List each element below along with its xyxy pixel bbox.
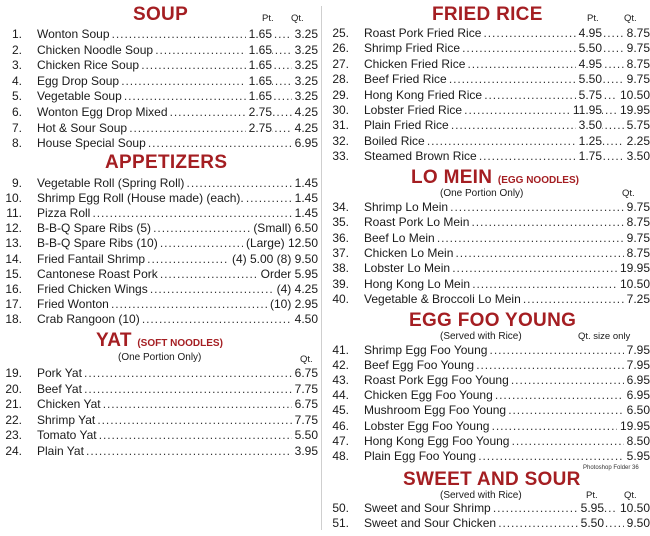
lo-mein-item xyxy=(327,278,650,291)
item-name-text: Hong Kong Lo Mein xyxy=(364,277,471,291)
item-number: 43. xyxy=(332,373,349,388)
item-name-text: Chicken Lo Mein xyxy=(364,246,454,260)
item-name xyxy=(37,177,318,190)
item-name xyxy=(37,192,318,205)
item-price: 7.75 xyxy=(292,383,318,396)
lo-mein-item xyxy=(327,247,650,260)
section-subtitle: (One Portion Only) xyxy=(440,188,524,199)
item-price: 1.45 xyxy=(292,192,318,205)
item-name-text: Shrimp Egg Roll (House made) (each). xyxy=(37,192,244,206)
item-name-text: Wonton Egg Drop Mixed xyxy=(37,106,168,119)
item-name-text: Lobster Egg Foo Young xyxy=(364,419,490,433)
item-price: 8.75 xyxy=(624,247,650,260)
item-price-pint: 5.50 xyxy=(576,73,602,86)
item-name xyxy=(364,150,650,163)
item-name-text: Fried Chicken Wings xyxy=(37,282,148,296)
item-price: (Large) 12.50 xyxy=(243,237,318,250)
item-price: (4) 5.00 (8) 9.50 xyxy=(229,253,318,266)
item-name xyxy=(364,216,650,229)
item-name-text: Mushroom Egg Foo Young xyxy=(364,404,507,418)
item-name-text: Beef Lo Mein xyxy=(364,231,435,245)
soup-item xyxy=(0,75,318,88)
column-header-pt: Pt. xyxy=(586,490,598,501)
item-name-text: Pork Yat xyxy=(37,367,82,380)
item-name-text: Plain Yat xyxy=(37,444,84,458)
fried-rice-item xyxy=(327,119,650,132)
item-number: 11. xyxy=(6,206,22,221)
item-name-text: Plain Fried Rice xyxy=(364,119,449,133)
item-name-text: Roast Pork Egg Foo Young xyxy=(364,374,509,388)
item-number: 21. xyxy=(5,397,22,411)
item-number: 38. xyxy=(332,261,349,276)
item-price-pint: 1.65 xyxy=(246,59,272,72)
item-name xyxy=(37,313,318,326)
appetizers-item xyxy=(0,283,318,296)
item-name xyxy=(364,247,650,260)
item-price-pint: 5.75 xyxy=(576,89,602,102)
item-number: 41. xyxy=(332,343,349,357)
item-price-quart: 6.95 xyxy=(292,137,318,150)
item-number: 31. xyxy=(332,118,349,133)
section-title: APPETIZERS xyxy=(105,152,228,173)
fried-rice-item xyxy=(327,150,650,163)
item-name-text: Beef Egg Foo Young xyxy=(364,359,475,373)
item-number: 1. xyxy=(11,27,22,41)
item-price-quart: 8.75 xyxy=(624,58,650,71)
item-name-text: Wonton Soup xyxy=(37,28,110,41)
soup-item xyxy=(0,59,318,72)
appetizers-item xyxy=(0,222,318,235)
item-name xyxy=(364,293,650,306)
item-number: 22. xyxy=(5,412,22,427)
item-number: 29. xyxy=(332,87,349,102)
lo-mein-item xyxy=(327,201,650,214)
item-price: 9.75 xyxy=(624,232,650,245)
item-name xyxy=(37,137,318,150)
soup-item xyxy=(0,28,318,41)
section-title-text: LO MEIN xyxy=(411,167,493,188)
item-number: 10. xyxy=(5,191,22,206)
item-number: 8. xyxy=(11,136,22,151)
item-name-text: Hong Kong Fried Rice xyxy=(364,88,483,102)
item-name xyxy=(364,517,650,530)
section-subtitle: (One Portion Only) xyxy=(118,352,202,363)
section-title-note: (EGG NOODLES) xyxy=(497,175,579,186)
item-name-text: Pizza Roll xyxy=(37,207,91,221)
item-price-quart: 10.50 xyxy=(617,89,650,102)
column-header-qt: Qt. xyxy=(622,188,635,199)
item-number: 26. xyxy=(332,41,349,56)
item-name-text: House Special Soup xyxy=(37,137,146,151)
sweet-and-sour-item xyxy=(327,502,650,515)
item-price: 7.75 xyxy=(292,414,318,427)
column-divider xyxy=(321,6,322,530)
item-number: 40. xyxy=(332,291,349,306)
item-number: 19. xyxy=(5,366,22,380)
column-header-qt: Qt. xyxy=(624,13,637,24)
fried-rice-item xyxy=(327,42,650,55)
item-number: 45. xyxy=(332,403,349,418)
section-subtitle: (Served with Rice) xyxy=(440,490,522,501)
yat-item xyxy=(0,414,318,427)
column-header-qt: Qt. size only xyxy=(578,331,631,342)
footnote: Photoshop Folder 36 xyxy=(583,465,639,471)
item-number: 4. xyxy=(11,73,22,88)
item-name xyxy=(37,429,318,442)
item-number: 27. xyxy=(332,56,349,71)
item-price: 6.95 xyxy=(624,374,650,387)
item-price: 19.95 xyxy=(617,420,650,433)
fried-rice-item xyxy=(327,89,650,102)
item-number: 46. xyxy=(332,418,349,433)
item-name-text: Chicken Fried Rice xyxy=(364,57,466,71)
item-price: 6.75 xyxy=(292,367,318,380)
fried-rice-item xyxy=(327,58,650,71)
section-title-text: YAT xyxy=(96,330,132,351)
egg-foo-young-item xyxy=(327,404,650,417)
column-header-qt: Qt. xyxy=(300,354,313,365)
item-name-text: Shrimp Egg Foo Young xyxy=(364,344,488,357)
item-name xyxy=(37,445,318,458)
item-number: 15. xyxy=(5,266,22,281)
item-name-text: Hong Kong Egg Foo Young xyxy=(364,434,510,448)
soup-item xyxy=(0,44,318,57)
egg-foo-young-item xyxy=(327,344,650,357)
item-name-text: Roast Pork Lo Mein xyxy=(364,216,470,230)
column-header-qt: Qt. xyxy=(291,13,304,24)
item-number: 2. xyxy=(11,42,22,57)
item-name xyxy=(37,75,318,88)
item-price-pint: 5.50 xyxy=(578,517,604,530)
item-price-pint: 3.50 xyxy=(576,119,602,132)
item-name xyxy=(364,420,650,433)
soup-item xyxy=(0,137,318,150)
item-number: 44. xyxy=(332,388,349,403)
item-name xyxy=(364,104,650,117)
lo-mein-item xyxy=(327,262,650,275)
item-name-text: Beef Fried Rice xyxy=(364,73,447,87)
item-name xyxy=(364,344,650,357)
section-title: EGG FOO YOUNG xyxy=(409,310,577,331)
item-price-pint: 1.65 xyxy=(246,28,272,41)
item-number: 35. xyxy=(332,215,349,230)
item-name-text: Shrimp Lo Mein xyxy=(364,201,449,214)
item-number: 18. xyxy=(5,311,22,326)
item-name-text: Boiled Rice xyxy=(364,134,425,148)
item-name-text: Lobster Lo Mein xyxy=(364,262,451,276)
item-name xyxy=(364,389,650,402)
item-price-quart: 3.25 xyxy=(292,90,318,103)
item-price-quart: 2.25 xyxy=(624,135,650,148)
item-name-text: Sweet and Sour Chicken xyxy=(364,517,497,531)
item-name-text: Vegetable & Broccoli Lo Mein xyxy=(364,292,521,306)
item-price: (Small) 6.50 xyxy=(250,222,318,235)
item-name-text: Fried Wonton xyxy=(37,297,109,311)
item-number: 42. xyxy=(332,358,349,373)
item-price-pint: 1.75 xyxy=(576,150,602,163)
item-price-quart: 10.50 xyxy=(617,502,650,515)
item-price: 1.45 xyxy=(292,207,318,220)
item-name xyxy=(364,119,650,132)
item-name xyxy=(364,262,650,275)
item-name-text: Fried Fantail Shrimp xyxy=(37,252,146,266)
item-name-text: Egg Drop Soup xyxy=(37,74,120,88)
item-name xyxy=(364,502,650,515)
item-name-text: B-B-Q Spare Ribs (5) xyxy=(37,222,152,236)
item-price: 7.95 xyxy=(624,344,650,357)
item-number: 32. xyxy=(332,133,349,148)
item-price: Order 5.95 xyxy=(258,268,318,281)
fried-rice-item xyxy=(327,73,650,86)
section-title: SOUP xyxy=(133,4,189,25)
item-price: (10) 2.95 xyxy=(267,298,318,311)
item-price-pint: 2.75 xyxy=(246,106,272,119)
item-price: 3.95 xyxy=(292,445,318,458)
item-name xyxy=(364,201,650,214)
item-name xyxy=(37,59,318,72)
egg-foo-young-item xyxy=(327,389,650,402)
egg-foo-young-item xyxy=(327,450,650,463)
item-number: 39. xyxy=(332,276,349,291)
item-name xyxy=(364,450,650,463)
item-number: 6. xyxy=(11,105,22,119)
appetizers-item xyxy=(0,192,318,205)
yat-item xyxy=(0,367,318,380)
item-number: 14. xyxy=(5,251,22,266)
item-name xyxy=(37,414,318,427)
item-name-text: Shrimp Fried Rice xyxy=(364,42,461,56)
item-price: 19.95 xyxy=(617,262,650,275)
item-name xyxy=(37,207,318,220)
item-price-pint: 1.65 xyxy=(246,90,272,103)
item-name xyxy=(364,89,650,102)
item-name xyxy=(364,278,650,291)
item-price-pint: 2.75 xyxy=(246,122,272,135)
item-number: 17. xyxy=(5,296,22,311)
yat-item xyxy=(0,429,318,442)
appetizers-item xyxy=(0,298,318,311)
fried-rice-item xyxy=(327,135,650,148)
item-number: 23. xyxy=(5,428,22,442)
item-name-text: Vegetable Soup xyxy=(37,90,122,104)
item-price: 5.50 xyxy=(292,429,318,442)
item-price: 8.75 xyxy=(624,216,650,229)
item-name xyxy=(37,90,318,103)
item-price: 6.50 xyxy=(624,404,650,417)
section-title xyxy=(96,331,223,354)
item-price: 1.45 xyxy=(292,177,318,190)
soup-item xyxy=(0,122,318,135)
column-header-pt: Pt. xyxy=(262,13,274,24)
item-name xyxy=(37,398,318,411)
item-name xyxy=(37,44,318,57)
appetizers-item xyxy=(0,177,318,190)
item-name-text: Tomato Yat xyxy=(37,429,97,442)
item-number: 20. xyxy=(5,381,22,396)
item-name xyxy=(37,106,318,119)
appetizers-item xyxy=(0,253,318,266)
item-price-quart: 3.25 xyxy=(292,28,318,41)
item-price-pint: 1.25 xyxy=(576,135,602,148)
item-price: 10.50 xyxy=(617,278,650,291)
item-price-quart: 9.50 xyxy=(624,517,650,530)
item-name xyxy=(364,42,650,55)
item-price-pint: 4.95 xyxy=(576,58,602,71)
item-number: 37. xyxy=(332,245,349,260)
item-name-text: Lobster Fried Rice xyxy=(364,104,463,117)
item-name-text: Chicken Egg Foo Young xyxy=(364,389,493,403)
item-name-text: Roast Pork Fried Rice xyxy=(364,27,482,40)
item-price-pint: 1.65 xyxy=(246,75,272,88)
item-name-text: Shrimp Yat xyxy=(37,413,96,427)
item-price: 6.75 xyxy=(292,398,318,411)
yat-item xyxy=(0,398,318,411)
egg-foo-young-item xyxy=(327,359,650,372)
appetizers-item xyxy=(0,207,318,220)
item-name xyxy=(364,232,650,245)
item-number: 7. xyxy=(11,120,22,135)
item-price-quart: 9.75 xyxy=(624,42,650,55)
item-name xyxy=(364,27,650,40)
lo-mein-item xyxy=(327,293,650,306)
item-price-quart: 3.25 xyxy=(292,59,318,72)
item-price-pint: 5.95 xyxy=(578,502,604,515)
item-number: 9. xyxy=(11,176,22,190)
item-name xyxy=(37,383,318,396)
column-header-pt: Pt. xyxy=(587,13,599,24)
item-number: 5. xyxy=(11,89,22,104)
item-price: 7.25 xyxy=(624,293,650,306)
yat-item xyxy=(0,445,318,458)
soup-item xyxy=(0,106,318,119)
item-price-quart: 19.95 xyxy=(617,104,650,117)
item-number: 51. xyxy=(332,516,349,531)
section-title-note: (SOFT NOODLES) xyxy=(137,338,223,349)
item-name-text: Steamed Brown Rice xyxy=(364,150,477,164)
item-name-text: Chicken Rice Soup xyxy=(37,59,140,73)
item-price-quart: 9.75 xyxy=(624,73,650,86)
fried-rice-item xyxy=(327,104,650,117)
egg-foo-young-item xyxy=(327,420,650,433)
fried-rice-item xyxy=(327,27,650,40)
item-number: 47. xyxy=(332,433,349,448)
item-price: 6.95 xyxy=(624,389,650,402)
item-name-text: Plain Egg Foo Young xyxy=(364,449,477,463)
item-name-text: Beef Yat xyxy=(37,382,82,396)
item-number: 16. xyxy=(5,281,22,296)
soup-item xyxy=(0,90,318,103)
appetizers-item xyxy=(0,313,318,326)
item-name xyxy=(364,135,650,148)
item-price: 5.95 xyxy=(624,450,650,463)
item-name-text: Cantonese Roast Pork xyxy=(37,267,158,281)
item-name-text: Chicken Noodle Soup xyxy=(37,43,154,57)
item-price: 9.75 xyxy=(624,201,650,214)
item-price-quart: 3.25 xyxy=(292,75,318,88)
appetizers-item xyxy=(0,237,318,250)
item-number: 24. xyxy=(5,443,22,458)
item-name-text: Sweet and Sour Shrimp xyxy=(364,502,491,515)
section-title: SWEET AND SOUR xyxy=(403,469,581,490)
item-name-text: Crab Rangoon (10) xyxy=(37,312,140,326)
item-number: 25. xyxy=(332,26,349,40)
item-name-text: Chicken Yat xyxy=(37,398,101,411)
item-name xyxy=(37,28,318,41)
item-number: 12. xyxy=(5,221,22,236)
item-number: 34. xyxy=(332,200,349,214)
lo-mein-item xyxy=(327,232,650,245)
section-subtitle: (Served with Rice) xyxy=(440,331,522,342)
item-name xyxy=(364,58,650,71)
egg-foo-young-item xyxy=(327,435,650,448)
yat-item xyxy=(0,383,318,396)
item-price: (4) 4.25 xyxy=(274,283,318,296)
item-number: 33. xyxy=(332,149,349,164)
item-name-text: Vegetable Roll (Spring Roll) xyxy=(37,177,185,190)
item-number: 36. xyxy=(332,230,349,245)
item-name xyxy=(364,374,650,387)
item-price-quart: 4.25 xyxy=(292,122,318,135)
item-price: 7.95 xyxy=(624,359,650,372)
item-price-pint: 5.50 xyxy=(576,42,602,55)
section-title: FRIED RICE xyxy=(432,4,543,25)
item-name-text: B-B-Q Spare Ribs (10) xyxy=(37,237,158,251)
item-price: 8.50 xyxy=(624,435,650,448)
item-name xyxy=(364,73,650,86)
item-number: 28. xyxy=(332,72,349,87)
item-price-quart: 3.50 xyxy=(624,150,650,163)
sweet-and-sour-item xyxy=(327,517,650,530)
item-price-pint: 4.95 xyxy=(576,27,602,40)
item-price-quart: 5.75 xyxy=(624,119,650,132)
item-price-pint: 11.95 xyxy=(570,104,602,117)
item-name xyxy=(364,435,650,448)
item-price-quart: 4.25 xyxy=(292,106,318,119)
lo-mein-item xyxy=(327,216,650,229)
item-number: 48. xyxy=(332,448,349,463)
item-number: 30. xyxy=(332,103,349,117)
item-price-pint: 1.65 xyxy=(246,44,272,57)
item-number: 3. xyxy=(11,58,22,73)
item-name xyxy=(364,359,650,372)
item-name xyxy=(37,367,318,380)
item-name-text: Hot & Sour Soup xyxy=(37,121,128,135)
appetizers-item xyxy=(0,268,318,281)
item-name xyxy=(37,122,318,135)
item-price-quart: 3.25 xyxy=(292,44,318,57)
item-price-quart: 8.75 xyxy=(624,27,650,40)
column-header-qt: Qt. xyxy=(624,490,637,501)
item-price: 4.50 xyxy=(292,313,318,326)
egg-foo-young-item xyxy=(327,374,650,387)
item-name xyxy=(364,404,650,417)
item-number: 13. xyxy=(5,236,22,251)
item-number: 50. xyxy=(332,501,349,515)
